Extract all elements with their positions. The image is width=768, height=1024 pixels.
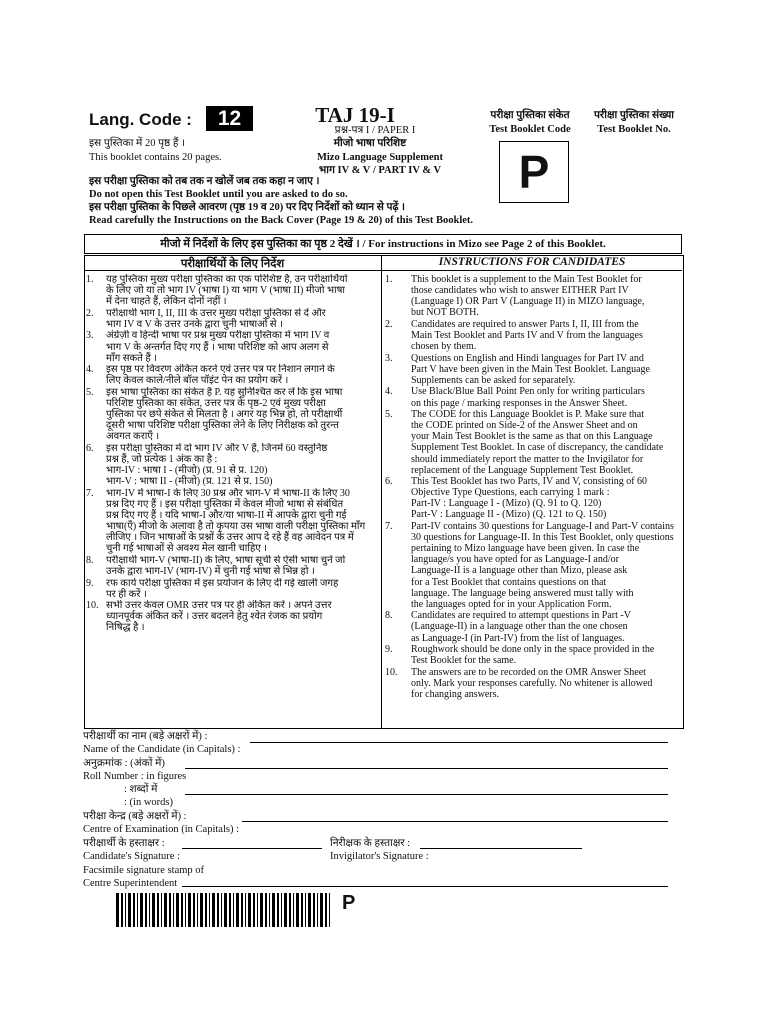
barcode-bar [209,893,210,927]
roll-words-english-label: : (in words) [124,797,173,808]
instruction-line: the CODE printed on Side-2 of the Answer Sheet and on [411,420,638,432]
instruction-line: पर ही करें । [106,588,147,600]
candidate-signature-english-label: Candidate's Signature : [83,851,180,862]
barcode-bar [176,893,179,927]
candidate-signature-hindi-label: परीक्षार्थी के हस्ताक्षर : [83,838,165,849]
instruction-line: भाग-IV : भाषा I - (मीजो) (प्र. 91 से प्र. 120) [106,465,268,477]
instruction-item [385,353,680,386]
instruction-line: में देना चाहते हैं, लेकिन दोनों नहीं । [106,296,227,308]
supplement-hindi: मीजो भाषा परिशिष्ट [333,138,407,149]
instruction-item [385,409,680,476]
instruction-line: as Language-I (in Part-IV) from the list of languages. [411,632,625,644]
exam-centre-english-label: Centre of Examination (in Capitals) : [83,824,240,835]
instruction-line: Use Black/Blue Ball Point Pen only for writing particulars [411,386,645,398]
pages-hindi: इस पुस्तिका में 20 पृष्ठ हैं । [89,138,186,149]
barcode-bar [325,893,327,927]
english-instructions-heading: INSTRUCTIONS FOR CANDIDATES [438,256,626,268]
barcode-bar [161,893,162,927]
instruction-line: The answers are to be recorded on the OMR Answer Sheet [411,666,646,678]
barcode-bar [236,893,239,927]
barcode-bar [137,893,138,927]
instruction-line: Main Test Booklet and Parts IV and V from the languages [411,329,643,341]
barcode-bar [329,893,330,927]
barcode-bar [301,893,303,927]
instruction-item [86,308,379,330]
instruction-item [86,387,379,442]
lang-code-value: 12 [206,106,253,131]
instruction-line: your Main Test Booklet is the same as that on this Language [411,431,653,443]
pages-english: This booklet contains 20 pages. [89,152,222,163]
barcode-bar [272,893,275,927]
instruction-item [86,488,379,555]
barcode-bar [169,893,171,927]
instruction-line: इस परीक्षा पुस्तिका में दो भाग IV और V हैं, जिनमें 60 वस्तुनिष्ठ [106,442,328,454]
instruction-number: 10. [385,666,398,678]
instruction-number: 8. [86,554,94,566]
instruction-number: 9. [385,644,393,656]
lang-code-label: Lang. Code : [89,110,192,129]
instruction-item [86,600,379,633]
instruction-number: 2. [86,307,94,319]
instruction-line: परीक्षार्थी भाग I, II, III के उत्तर मुख्य परीक्षा पुस्तिका से दें और [106,307,326,319]
barcode-bar [293,893,294,927]
instruction-number: 8. [385,610,393,622]
barcode-bar [305,893,306,927]
booklet-code-label-english: Test Booklet Code [489,124,571,135]
exam-centre-hindi-label: परीक्षा केन्द्र (बड़े अक्षरों में) : [83,811,187,822]
warning-english-2: Read carefully the Instructions on the Back Cover (Page 19 & 20) of this Test Booklet. [89,215,474,226]
instruction-line: Candidates are required to answer Parts I, II, III from the [411,318,639,330]
roll-number-hindi-label: अनुक्रमांक : (अंकों में) [83,758,165,769]
instruction-line: भाषा(एँ) मीजो के अलावा है तो कृपया उस भाषा वाली परीक्षा पुस्तिका माँग [106,521,366,533]
barcode-bar [308,893,311,927]
invigilator-signature-field[interactable] [420,848,582,849]
english-instructions-list [385,274,680,701]
warning-english-1: Do not open this Test Booklet until you are asked to do so. [89,189,348,200]
instruction-number: 10. [86,600,99,612]
instruction-number: 6. [385,476,393,488]
instruction-line: लीजिए । जिन भाषाओं के प्रश्नों के उत्तर आप दे रहे हैं वह आवेदन पत्र में [106,532,354,544]
barcode-bar [277,893,279,927]
instruction-line: प्रश्न दिए गए हैं । इस परीक्षा पुस्तिका में केवल मीजो भाषा से संबंधित [106,498,344,510]
instruction-number: 7. [86,487,94,499]
instruction-line: सभी उत्तर केवल OMR उत्तर पत्र पर ही अंकित करें । अपने उत्तर [106,600,332,612]
barcode-bar [197,893,198,927]
roll-words-hindi-label: : शब्दों में [124,784,158,795]
booklet-code-value: P [499,141,569,203]
instruction-item [385,644,680,666]
barcode-bar [281,893,282,927]
barcode-bar [284,893,287,927]
instruction-line: The CODE for this Language Booklet is P. Make sure that [411,409,645,421]
barcode-bar [205,893,207,927]
barcode-bar [200,893,203,927]
instruction-line: the languages opted for in your Application Form. [411,598,612,610]
invigilator-signature-english-label: Invigilator's Signature : [330,851,429,862]
roll-number-english-label: Roll Number : in figures [83,771,187,782]
barcode-bar [128,893,131,927]
booklet-no-label-hindi: परीक्षा पुस्तिका संख्या [593,110,675,121]
instruction-line: for a Test Booklet that contains questions on that [411,576,607,588]
barcode-bar [241,893,243,927]
instruction-line: ध्यानपूर्वक अंकित करें । उत्तर बदलने हेतु श्वेत रंजक का प्रयोग [106,611,323,623]
barcode-bar [125,893,126,927]
instruction-line: Part V have been given in the Main Test Booklet. Language [411,363,650,375]
instruction-item [385,521,680,610]
hindi-instructions-heading: परीक्षार्थियों के लिए निर्देश [180,258,285,270]
instruction-line: Language-II is a language other than Mizo, please ask [411,565,628,577]
barcode-bar [181,893,183,927]
superintendent-stamp-field[interactable] [182,886,668,887]
instruction-number: 4. [385,386,393,398]
instruction-line: पुस्तिका पर छपे संकेत से मिलता है । अगर यह भिन्न हो, तो परीक्षार्थी [106,409,343,421]
instruction-line: अवगत कराएँ । [106,431,160,443]
instruction-line: के लिए जो या तो भाग IV (भाषा I) या भाग V (भाषा II) मीजो भाषा [106,285,345,297]
barcode-bar [145,893,147,927]
stamp-label-line-1: Facsimile signature stamp of [83,865,205,876]
barcode-bar [317,893,318,927]
instruction-line: Part-V : Language II - (Mizo) (Q. 121 to Q. 150) [411,509,607,521]
instruction-line: This Test Booklet has two Parts, IV and V, consisting of 60 [411,476,648,488]
instruction-number: 1. [385,274,393,285]
barcode-bar [313,893,315,927]
instruction-number: 4. [86,364,94,376]
warning-hindi-1: इस परीक्षा पुस्तिका को तब तक न खोलें जब तक कहा न जाए । [89,176,320,187]
barcode-bar [229,893,231,927]
instruction-number: 7. [385,521,393,533]
instruction-line: (Language I) OR Part V (Language II) in MIZO language, [411,296,645,308]
instruction-line: इस पृष्ठ पर विवरण अंकित करने एवं उत्तर पत्र पर निशान लगाने के [106,364,335,376]
stamp-label-line-2: Centre Superintendent [83,878,178,889]
barcode-bar [320,893,323,927]
barcode-bar [121,893,123,927]
instruction-line: 30 questions for Language-II. In this Test Booklet, only questions [411,532,674,544]
footer-booklet-code: P [342,892,356,914]
instruction-line: only. Mark your responses carefully. No whitener is allowed [411,677,653,689]
instruction-line: रफ कार्य परीक्षा पुस्तिका में इस प्रयोजन के लिए दी गई खाली जगह [106,577,339,589]
instruction-line: Questions on English and Hindi languages for Part IV and [411,352,644,364]
instruction-item [385,274,680,318]
barcode-bar [224,893,227,927]
instruction-item [385,319,680,352]
barcode-bar [221,893,222,927]
booklet-code-label-hindi: परीक्षा पुस्तिका संकेत [490,110,570,121]
instruction-line: प्रश्न हैं, जो प्रत्येक 1 अंक का है : [106,454,218,465]
candidate-name-field[interactable] [250,742,668,743]
instruction-line: Part-IV contains 30 questions for Language-I and Part-V contains [411,521,674,533]
hindi-instructions-list [86,274,379,634]
instruction-line: language/s you have opted for as Language-I and/or [411,554,619,566]
instruction-item [385,610,680,643]
barcode-bar [233,893,234,927]
instruction-item [385,667,680,700]
instruction-line: should immediately report the matter to the Invigilator for [411,453,644,465]
instruction-line: Candidates are required to attempt questions in Part -V [411,610,631,622]
barcode-bar [269,893,270,927]
warning-hindi-2: इस परीक्षा पुस्तिका के पिछले आवरण (पृष्ठ 19 व 20) पर दिए निर्देशों को ध्यान से पढ़ें । [89,202,405,213]
barcode-bar [253,893,255,927]
barcode-bar [173,893,174,927]
barcode-bar [164,893,167,927]
instruction-line: दूसरी भाषा परिशिष्ट परीक्षा पुस्तिका लेने के लिए निरीक्षक को तुरन्त [106,420,339,432]
booklet-barcode [116,893,334,927]
barcode-bar [152,893,155,927]
barcode-bar [245,893,246,927]
booklet-no-label-english: Test Booklet No. [597,124,671,135]
instruction-line: Supplements can be asked for separately. [411,374,576,386]
instruction-item [86,555,379,577]
barcode-bar [248,893,251,927]
instruction-line: language. The language being answered must tally with [411,587,634,599]
instruction-number: 9. [86,577,94,589]
instruction-line: (Language-II) in a language other than the one chosen [411,621,628,633]
instruction-number: 5. [86,386,94,398]
barcode-bar [296,893,299,927]
barcode-bar [116,893,119,927]
paper-title: TAJ 19-I [315,103,395,127]
instruction-line: on this page / marking responses in the Answer Sheet. [411,397,628,409]
instruction-line: Roughwork should be done only in the space provided in the [411,644,655,656]
parts-line: भाग IV & V / PART IV & V [318,165,442,176]
barcode-bar [289,893,291,927]
mizo-instructions-banner: मीजो में निर्देशों के लिए इस पुस्तिका का पृष्ठ 2 देखें । / For instructions in Mizo see Page 2 of this Booklet. [84,234,682,254]
barcode-bar [188,893,191,927]
barcode-bar [260,893,263,927]
instruction-line: परिशिष्ट पुस्तिका का संकेत, उत्तर पत्र के पृष्ठ-2 एवं मुख्य परीक्षा [106,398,326,410]
instruction-number: 3. [86,330,94,342]
instruction-line: replacement of the Language Supplement Test Booklet. [411,464,634,476]
instruction-line: लिए केवल काले/नीले बॉल पॉइंट पेन का प्रयोग करें । [106,375,289,387]
instruction-line: but NOT BOTH. [411,307,479,319]
instruction-line: Part-IV : Language I - (Mizo) (Q. 91 to Q. 120) [411,498,602,510]
instruction-line: उनके द्वारा भाग-IV (भाग-IV) में चुनी गई भाषा से भिन्न हो । [106,565,315,577]
instruction-line: भाग-IV में भाषा-I के लिए 30 प्रश्न और भाग-V में भाषा-II के लिए 30 [106,487,350,499]
instruction-line: चुनी गई भाषाओं से अवश्य मेल खानी चाहिए । [106,543,268,555]
instruction-item [86,364,379,386]
instruction-item [86,330,379,363]
instruction-line: Test Booklet for the same. [411,655,517,667]
roll-number-figures-field[interactable] [185,768,668,769]
barcode-bar [193,893,195,927]
roll-number-words-field[interactable] [185,794,668,795]
instruction-number: 3. [385,352,393,364]
instruction-line: भाग V के अन्तर्गत दिए गए हैं । भाषा परिशिष्ट को आप अलग से [106,341,329,353]
instruction-item [86,274,379,307]
instruction-line: माँग सकते हैं । [106,352,157,364]
instruction-line: इस भाषा पुस्तिका का संकेत है P. यह सुनिश्चित कर लें कि इस भाषा [106,386,343,398]
barcode-bar [257,893,258,927]
barcode-bar [217,893,219,927]
instruction-line: भाग-V : भाषा II - (मीजो) (प्र. 121 से प्र. 150) [106,476,273,488]
barcode-bar [149,893,150,927]
instruction-line: अंग्रेज़ी व हिन्दी भाषा पर प्रश्न मुख्य परीक्षा पुस्तिका में भाग IV व [106,330,330,342]
column-divider [381,255,382,728]
instruction-line: those candidates who wish to answer EITHER Part IV [411,285,629,297]
instruction-line: This booklet is a supplement to the Main Test Booklet for [411,274,642,285]
supplement-english: Mizo Language Supplement [316,152,443,163]
instruction-line: Objective Type Questions, each carrying 1 mark : [411,487,610,499]
barcode-bar [140,893,143,927]
barcode-bar [212,893,215,927]
exam-centre-field[interactable] [242,821,668,822]
instruction-line: यह पुस्तिका मुख्य परीक्षा पुस्तिका का एक परिशिष्ट है, उन परीक्षार्थियों [106,274,348,285]
paper-line: प्रश्न-पत्र I / PAPER I [334,125,416,136]
instruction-number: 1. [86,274,94,285]
instruction-item [385,386,680,408]
instruction-number: 6. [86,442,94,454]
candidate-signature-field[interactable] [182,848,322,849]
instruction-line: प्रश्न दिए गए हैं । यदि भाषा-I और/या भाषा-II में आपके द्वारा चुनी गई [106,509,347,521]
instruction-line: परीक्षार्थी भाग-V (भाषा-II) के लिए, भाषा सूची से ऐसी भाषा चुनें जो [106,554,346,566]
instruction-line: for changing answers. [411,688,500,700]
barcode-bar [265,893,267,927]
barcode-bar [157,893,159,927]
candidate-name-hindi-label: परीक्षार्थी का नाम (बड़े अक्षरों में) : [83,731,208,742]
instruction-item [86,578,379,600]
instruction-line: भाग IV व V के उत्तर उनके द्वारा चुनी भाषाओं से । [106,318,283,330]
instruction-line: Supplement Test Booklet. In case of discrepancy, the candidate [411,442,664,454]
instruction-number: 5. [385,409,393,421]
candidate-name-english-label: Name of the Candidate (in Capitals) : [83,744,241,755]
instruction-line: निषिद्ध है । [106,622,145,634]
barcode-bar [185,893,186,927]
instruction-item [86,443,379,487]
invigilator-signature-hindi-label: निरीक्षक के हस्ताक्षर : [330,838,411,849]
instruction-line: chosen by them. [411,341,477,353]
barcode-bar [133,893,135,927]
instruction-number: 2. [385,318,393,330]
instruction-item [385,476,680,520]
instruction-line: pertaining to Mizo language have been given. In case the [411,543,640,555]
